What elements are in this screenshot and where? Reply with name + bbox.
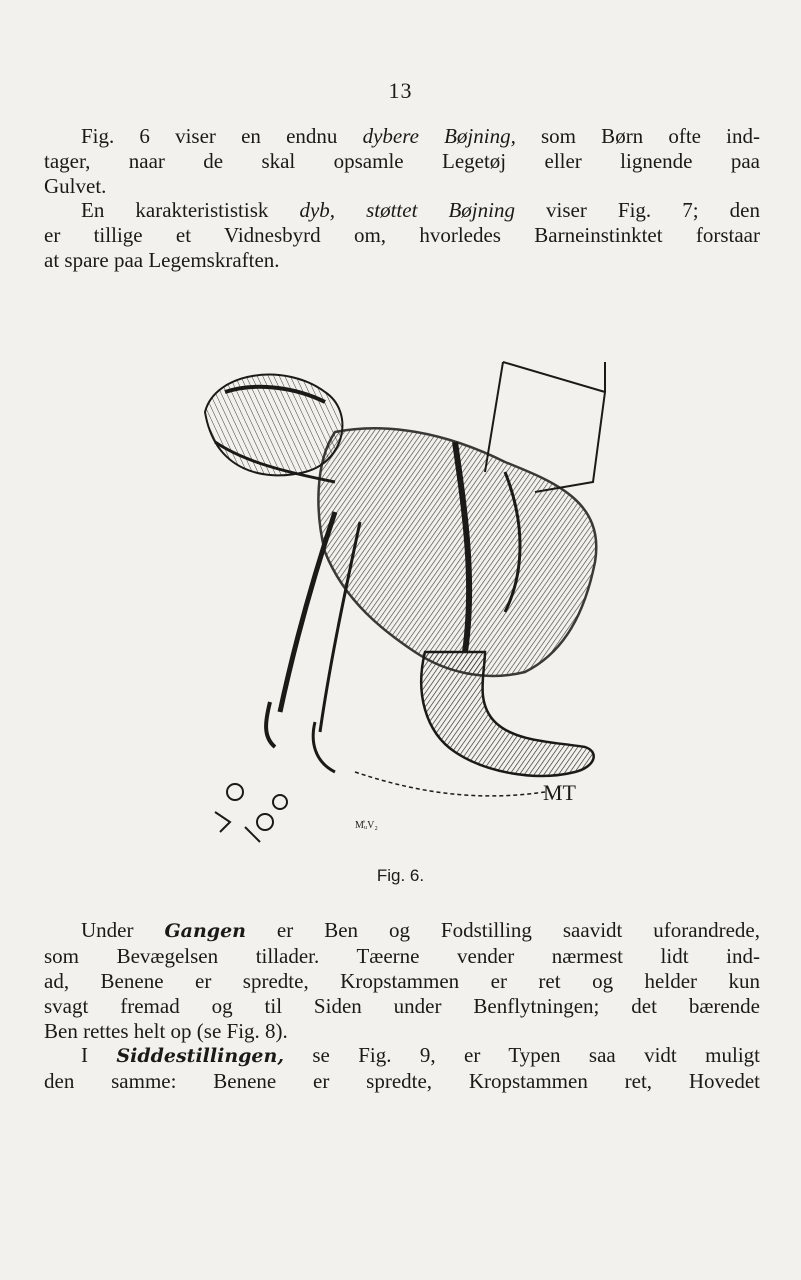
paragraph-2-line-3: at spare paa Legemskraften. <box>44 248 280 272</box>
paragraph-2 <box>44 198 760 273</box>
paragraph-2-line-1: En karakterististisk dyb, støttet Bøjning viser Fig. 7; den <box>81 198 760 222</box>
paragraph-4-line-2: den samme: Benene er spredte, Kropstammen ret, Hovedet <box>44 1069 760 1093</box>
paragraph-3-line-2: som Bevægelsen tillader. Tæerne vender nærmest lidt ind- <box>44 944 760 968</box>
artist-signature-right: MT <box>543 780 576 805</box>
figure-caption: Fig. 6. <box>376 866 425 885</box>
body-sketch <box>318 428 596 676</box>
artist-signature-left: M̊ᵤV₂ <box>355 820 378 831</box>
paragraph-1-line-2: tager, naar de skal opsamle Legetøj eller lignende paa <box>44 149 760 173</box>
legs-sketch <box>355 652 594 796</box>
paragraph-3-line-3: ad, Benene er spredte, Kropstammen er ret og helder kun <box>44 969 760 993</box>
paragraph-2-line-2: er tillige et Vidnesbyrd om, hvorledes Barneinstinktet forstaar <box>44 223 760 247</box>
paragraph-1-line-1: Fig. 6 viser en endnu dybere Bøjning, som Børn ofte ind- <box>81 124 760 148</box>
paragraph-1-line-3: Gulvet. <box>44 174 107 198</box>
figure-6-illustration <box>185 352 625 852</box>
paragraph-3 <box>44 918 760 1044</box>
paragraph-3-line-1: Under Gangen er Ben og Fodstilling saavidt uforandrede, <box>81 918 761 942</box>
paragraph-3-line-5: Ben rettes helt op (se Fig. 8). <box>44 1019 288 1043</box>
paragraph-4 <box>44 1043 760 1094</box>
toys-sketch <box>215 784 287 842</box>
paragraph-3-line-4: svagt fremad og til Siden under Benflytningen; det bærende <box>44 994 760 1018</box>
page-number: 13 <box>388 78 413 103</box>
paragraph-1 <box>44 124 760 199</box>
paragraph-4-line-1: I Siddestillingen, se Fig. 9, er Typen saa vidt muligt <box>81 1043 760 1067</box>
